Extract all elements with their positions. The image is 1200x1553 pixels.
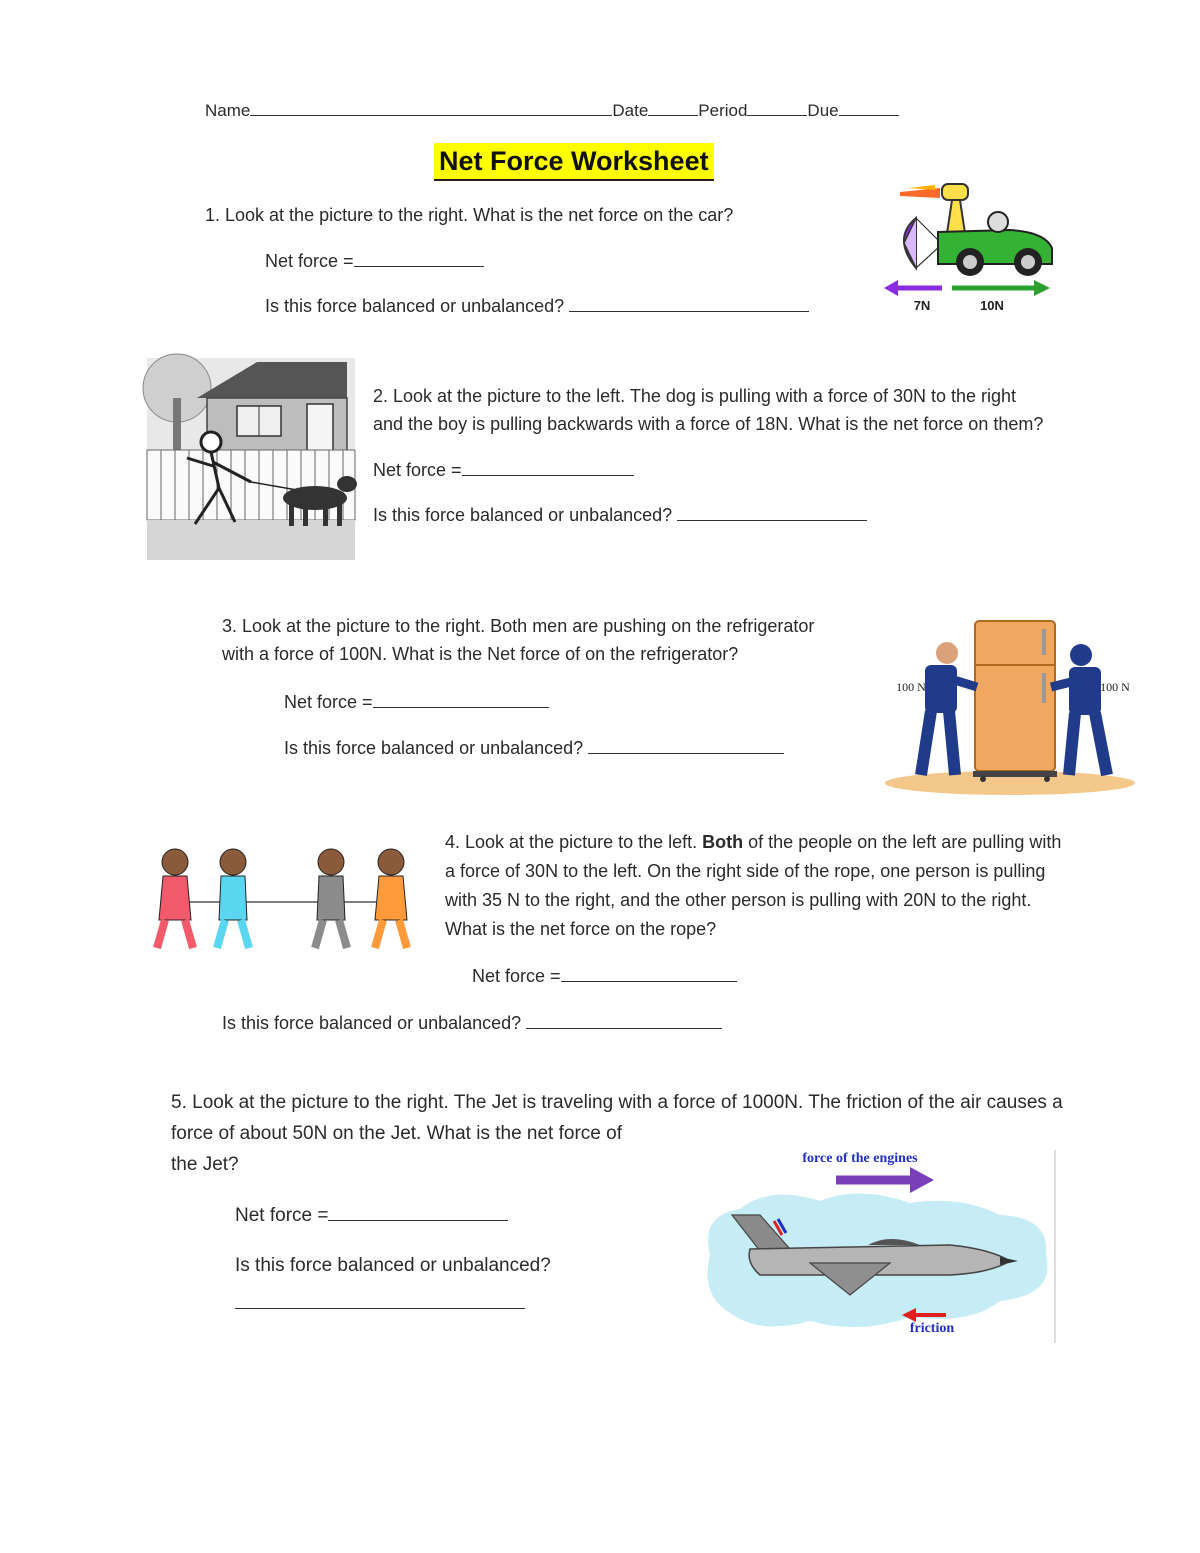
balanced-question: Is this force balanced or unbalanced? <box>284 738 584 758</box>
right-mover-figure <box>1051 644 1107 775</box>
date-label: Date <box>612 101 649 120</box>
right-force-label: 100 N <box>1100 680 1130 694</box>
date-field[interactable] <box>648 99 698 116</box>
q4-question-line2: a force of 30N to the left. On the right side of the rope, one person is pulling <box>445 861 1046 881</box>
net-force-label: Net force = <box>284 692 373 712</box>
left-force-label: 7N <box>913 298 931 313</box>
q5-question-line1: 5. Look at the picture to the right. The Jet is traveling with a force of 1000N. The friction of the air causes a <box>171 1092 1063 1113</box>
q4-question-line3: with 35 N to the right, and the other person is pulling with 20N to the right. <box>445 890 1032 910</box>
net-force-label: Net force = <box>373 460 462 480</box>
due-field[interactable] <box>839 99 899 116</box>
q3-balanced <box>284 737 784 759</box>
q3-net-force <box>284 691 549 713</box>
period-field[interactable] <box>747 99 807 116</box>
person-orange <box>375 849 407 948</box>
driver-helmet-icon <box>988 212 1008 232</box>
q4-balanced-field[interactable] <box>526 1012 722 1029</box>
q2-net-force-field[interactable] <box>462 459 634 476</box>
name-field[interactable] <box>250 99 612 116</box>
q5-question-line3: the Jet? <box>171 1154 239 1175</box>
q4-net-force <box>472 965 737 987</box>
left-mover-figure <box>921 642 977 775</box>
q5-balanced-field-wrap <box>235 1292 525 1314</box>
q4-question-line1: 4. Look at the picture to the left. Both of the people on the left are pulling with <box>445 832 1062 852</box>
right-force-label: 10N <box>980 298 1004 313</box>
q3-net-force-field[interactable] <box>373 691 549 708</box>
q2-net-force <box>373 459 634 481</box>
race-car-illustration <box>880 180 1060 320</box>
q5-balanced: Is this force balanced or unbalanced? <box>235 1255 551 1276</box>
q1-net-force-field[interactable] <box>354 250 484 267</box>
person-pink <box>157 849 193 948</box>
q4-balanced <box>222 1012 722 1034</box>
q1-net-force <box>265 250 484 272</box>
engine-force-label: force of the engines <box>802 1151 918 1166</box>
q4-question-line4: What is the net force on the rope? <box>445 919 717 939</box>
q1-question: 1. Look at the picture to the right. What is the net force on the car? <box>205 205 734 225</box>
period-label: Period <box>698 101 748 120</box>
rocket-icon <box>942 184 968 200</box>
q4-emphasis: Both <box>702 832 744 852</box>
person-cyan <box>217 849 249 948</box>
q1-balanced <box>265 295 809 317</box>
balanced-question: Is this force balanced or unbalanced? <box>222 1013 522 1033</box>
balanced-question: Is this force balanced or unbalanced? <box>373 505 673 525</box>
refrigerator-movers-illustration <box>885 615 1135 797</box>
net-force-label: Net force = <box>472 966 561 986</box>
due-label: Due <box>807 101 839 120</box>
net-force-label: Net force = <box>265 251 354 271</box>
friction-label: friction <box>909 1321 955 1336</box>
boy-and-dog-illustration <box>147 358 355 560</box>
net-force-label: Net force = <box>235 1205 329 1226</box>
person-gray <box>315 849 347 948</box>
name-label: Name <box>205 101 251 120</box>
q2-balanced <box>373 504 867 526</box>
q2-question-line2: and the boy is pulling backwards with a force of 18N. What is the net force on them? <box>373 414 1044 434</box>
q5-net-force <box>235 1204 508 1228</box>
page-title: Net Force Worksheet <box>434 143 714 181</box>
q2-balanced-field[interactable] <box>677 504 867 521</box>
q2-question-line1: 2. Look at the picture to the left. The dog is pulling with a force of 30N to the right <box>373 386 1017 406</box>
header-line <box>205 99 899 122</box>
q3-question-line2: with a force of 100N. What is the Net force of on the refrigerator? <box>222 644 739 664</box>
q5-net-force-field[interactable] <box>328 1204 508 1221</box>
q4-net-force-field[interactable] <box>561 965 737 982</box>
q3-question-line1: 3. Look at the picture to the right. Both men are pushing on the refrigerator <box>222 616 815 636</box>
left-force-label: 100 N <box>896 680 926 694</box>
balanced-question: Is this force balanced or unbalanced? <box>265 296 565 316</box>
tug-of-war-illustration <box>145 840 425 955</box>
q5-balanced-field[interactable] <box>235 1292 525 1309</box>
q3-balanced-field[interactable] <box>588 737 784 754</box>
q1-balanced-field[interactable] <box>569 295 809 312</box>
jet-illustration <box>700 1145 1060 1345</box>
q5-question-line2: force of about 50N on the Jet. What is the net force of <box>171 1123 622 1144</box>
